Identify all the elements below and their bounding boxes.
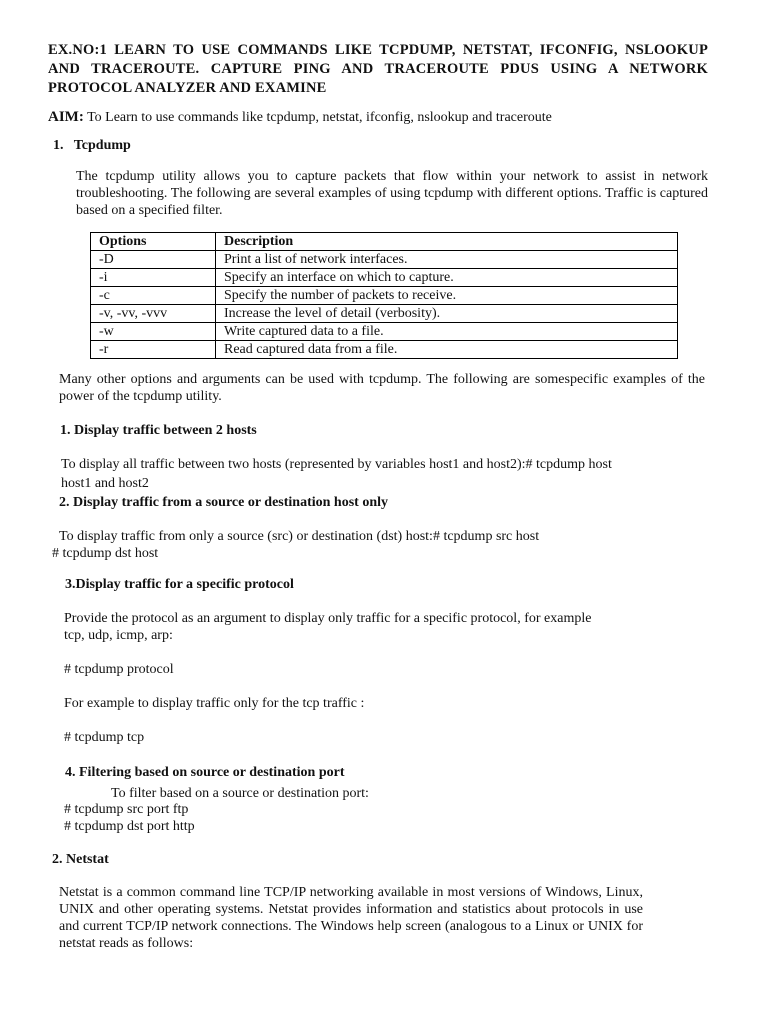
table-row	[91, 323, 678, 341]
table-cell-option: -w	[91, 323, 216, 341]
sub3-line-2: tcp, udp, icmp, arp:	[64, 628, 173, 643]
table-row	[91, 341, 678, 359]
sub3-line-1: Provide the protocol as an argument to display only traffic for a specific protocol, for example	[64, 611, 592, 626]
table-row	[91, 269, 678, 287]
table-cell-option: -v, -vv, -vvv	[91, 305, 216, 323]
section-heading-netstat: 2. Netstat	[52, 852, 109, 867]
subheading-filter-port: 4. Filtering based on source or destination port	[65, 765, 345, 780]
more-options-paragraph: Many other options and arguments can be used with tcpdump. The following are somespecific examples of the power of the tcpdump utility.	[59, 372, 705, 404]
doc-title-line-2: AND TRACEROUTE. CAPTURE PING AND TRACEROUTE PDUS USING A NETWORK	[48, 61, 708, 77]
sub3-command-protocol: # tcpdump protocol	[64, 662, 174, 677]
table-cell-description: Write captured data to a file.	[216, 323, 678, 341]
aim-paragraph	[48, 109, 708, 126]
sub3-example: For example to display traffic only for the tcp traffic :	[64, 696, 365, 711]
subheading-display-traffic-hosts: 1. Display traffic between 2 hosts	[60, 423, 257, 438]
table-cell-option: -D	[91, 251, 216, 269]
table-row	[91, 251, 678, 269]
table-cell-description: Specify an interface on which to capture.	[216, 269, 678, 287]
table-header-options: Options	[91, 233, 216, 251]
doc-title-line-1: EX.NO:1 LEARN TO USE COMMANDS LIKE TCPDUMP, NETSTAT, IFCONFIG, NSLOOKUP	[48, 42, 708, 58]
options-table	[90, 232, 678, 359]
table-header-description: Description	[216, 233, 678, 251]
table-cell-description: Read captured data from a file.	[216, 341, 678, 359]
table-header-row	[91, 233, 678, 251]
sub3-command-tcp: # tcpdump tcp	[64, 730, 145, 745]
table-cell-option: -c	[91, 287, 216, 305]
aim-label: AIM:	[48, 109, 84, 125]
sub2-line-1: To display traffic from only a source (src) or destination (dst) host:# tcpdump src host	[59, 529, 540, 544]
table-cell-option: -i	[91, 269, 216, 287]
aim-text: To Learn to use commands like tcpdump, netstat, ifconfig, nslookup and traceroute	[83, 110, 552, 125]
table-row	[91, 305, 678, 323]
table-cell-option: -r	[91, 341, 216, 359]
table-cell-description: Print a list of network interfaces.	[216, 251, 678, 269]
subheading-specific-protocol: 3.Display traffic for a specific protocol	[65, 577, 294, 592]
sub4-line-1: To filter based on a source or destination port:	[111, 786, 369, 801]
sub4-command-dst-port: # tcpdump dst port http	[64, 819, 195, 834]
sub4-command-src-port: # tcpdump src port ftp	[64, 802, 189, 817]
section-heading-tcpdump: 1. Tcpdump	[53, 138, 131, 153]
tcpdump-intro: The tcpdump utility allows you to capture packets that flow within your network to assist in network troubleshooting. The following are several examples of using tcpdump with different options. Traffic is captured based on a specified filter.	[76, 169, 708, 218]
sub1-line-2: host1 and host2	[61, 476, 149, 491]
doc-title-line-3: PROTOCOL ANALYZER AND EXAMINE	[48, 80, 327, 96]
subheading-source-destination-host: 2. Display traffic from a source or destination host only	[59, 495, 388, 510]
table-cell-description: Increase the level of detail (verbosity).	[216, 305, 678, 323]
sub1-line-1: To display all traffic between two hosts (represented by variables host1 and host2):# tcpdump host	[61, 457, 612, 472]
table-cell-description: Specify the number of packets to receive.	[216, 287, 678, 305]
netstat-paragraph: Netstat is a common command line TCP/IP networking available in most versions of Windows, Linux, UNIX and other operating systems. Netstat provides information and statistics about protocols in use and current TCP/IP network connections. The Windows help screen (analogous to a Linux or UNIX for netstat reads as follows:	[59, 885, 643, 951]
table-row	[91, 287, 678, 305]
sub2-line-2: # tcpdump dst host	[52, 546, 159, 561]
